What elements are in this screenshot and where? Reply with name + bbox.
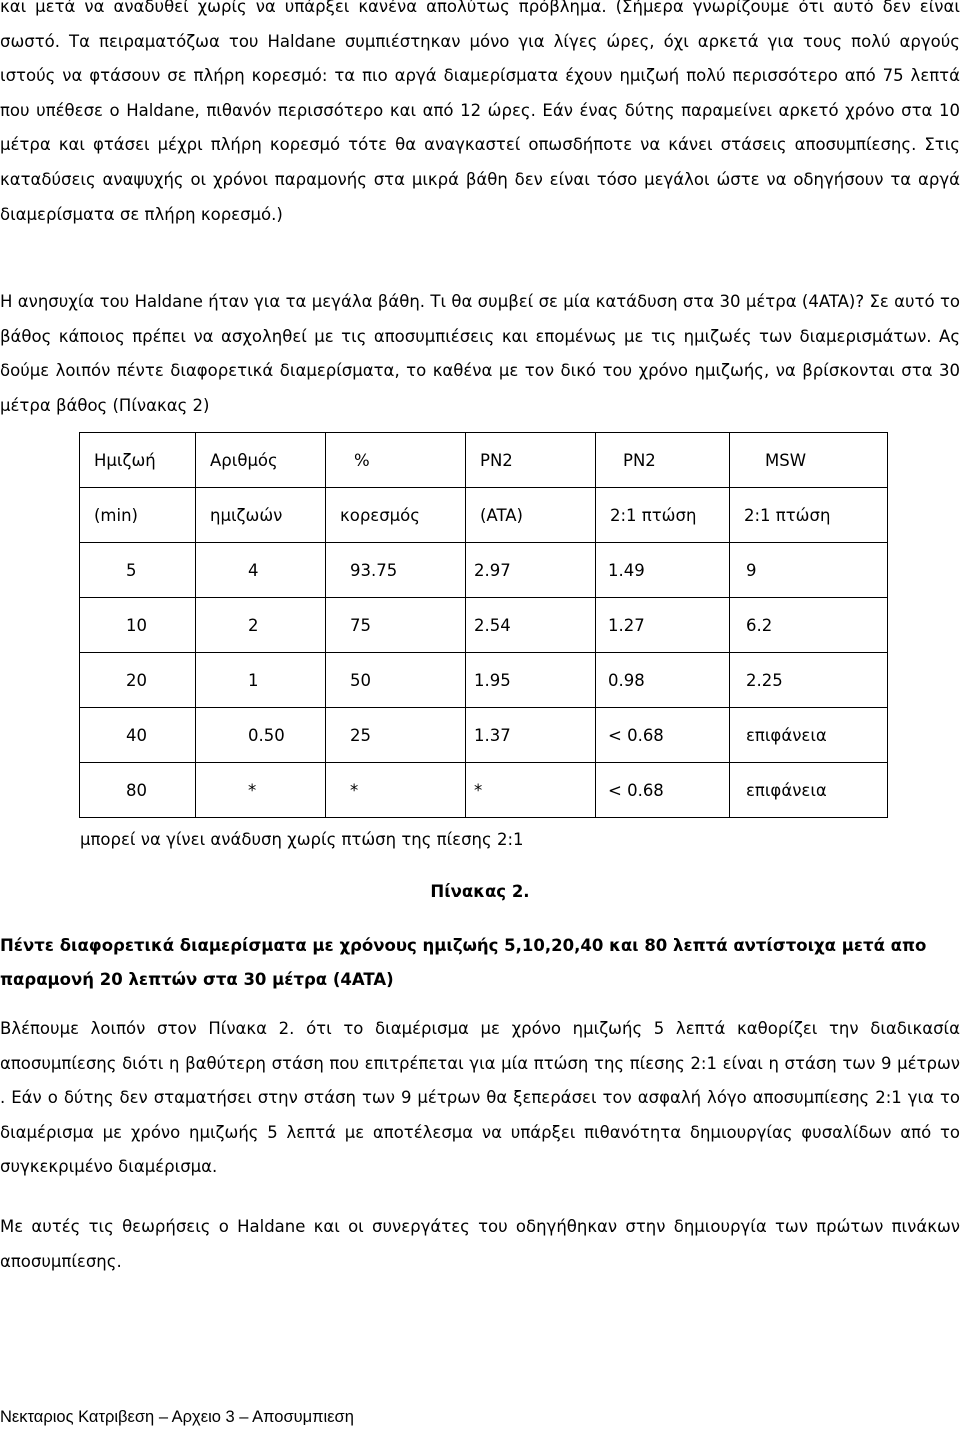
table-cell: 1.27 bbox=[596, 598, 730, 653]
header-pn2-ratio-unit: 2:1 πτώση bbox=[596, 488, 730, 543]
table-row bbox=[80, 598, 888, 653]
table-cell: 1.95 bbox=[466, 653, 596, 708]
table-cell: 93.75 bbox=[326, 543, 466, 598]
table-cell: 6.2 bbox=[730, 598, 888, 653]
table-cell: 2.97 bbox=[466, 543, 596, 598]
table-row bbox=[80, 708, 888, 763]
table-header-row bbox=[80, 488, 888, 543]
header-percent-unit: κορεσμός bbox=[326, 488, 466, 543]
header-half-time: Ημιζωή bbox=[80, 433, 196, 488]
header-msw-unit: 2:1 πτώση bbox=[730, 488, 888, 543]
table-cell: 80 bbox=[80, 763, 196, 818]
table-cell: 0.98 bbox=[596, 653, 730, 708]
table-cell: 2.54 bbox=[466, 598, 596, 653]
table-cell: 0.50 bbox=[196, 708, 326, 763]
table-cell: επιφάνεια bbox=[730, 708, 888, 763]
table-cell: < 0.68 bbox=[596, 708, 730, 763]
table-cell: 20 bbox=[80, 653, 196, 708]
table-cell: < 0.68 bbox=[596, 763, 730, 818]
table-footnote: μπορεί να γίνει ανάδυση χωρίς πτώση της πίεσης 2:1 bbox=[80, 830, 524, 849]
table-cell: 75 bbox=[326, 598, 466, 653]
paragraph-first-tables: Με αυτές τις θεωρήσεις ο Haldane και οι συνεργάτες του οδηγήθηκαν στην δημιουργία των πρώτων πινάκων αποσυμπίεσης. bbox=[0, 1217, 960, 1271]
table-header-row bbox=[80, 433, 888, 488]
page-footer: Νεκταριος Κατριβεση – Αρχειο 3 – Αποσυμπιεση bbox=[0, 1408, 354, 1426]
paragraph-haldane-saturation: και μετά να αναδυθεί χωρίς να υπάρξει κανένα απολύτως πρόβλημα. (Σήμερα γνωρίζουμε ότι αυτό δεν είναι σωστό. Τα πειραματόζωα του Haldane συμπιέστηκαν μόνο για λίγες ώρες, όχι αρκετά για τους πολύ αργούς ιστούς να φτάσουν σε πλήρη κορεσμό: τα πιο αργά διαμερίσματα έχουν ημιζωή πολύ περισσότερο από 75 λεπτά που υπέθεσε ο Haldane, πιθανόν περισσότερο και από 12 ώρες. Εάν ένας δύτης παραμείνει αρκετό χρόνο στα 10 μέτρα και φτάσει μέχρι πλήρη κορεσμό τότε θα αναγκαστεί οπωσδήποτε να κάνει στάσεις αποσυμπίεσης. Στις καταδύσεις αναψυχής οι χρόνοι παραμονής στα μικρά βάθη δεν είναι τόσο μεγάλοι ώστε να οδηγήσουν τα αργά διαμερίσματα σε πλήρη κορεσμό.) bbox=[0, 0, 960, 224]
header-pn2-unit: (ATA) bbox=[466, 488, 596, 543]
table-cell: * bbox=[326, 763, 466, 818]
header-count-unit: ημιζωών bbox=[196, 488, 326, 543]
table-cell: 10 bbox=[80, 598, 196, 653]
header-count: Αριθμός bbox=[196, 433, 326, 488]
table-cell: 25 bbox=[326, 708, 466, 763]
paragraph-five-minute-compartment: Βλέπουμε λοιπόν στον Πίνακα 2. ότι το διαμέρισμα με χρόνο ημιζωής 5 λεπτά καθορίζει την διαδικασία αποσυμπίεσης διότι η βαθύτερη στάση που επιτρέπεται για μία πτώση της πίεσης 2:1 είναι η στάση των 9 μέτρων . Εάν ο δύτης δεν σταματήσει στην στάση των 9 μέτρων θα ξεπεράσει τον ασφαλή λόγο αποσυμπίεσης 2:1 για το διαμέρισμα με χρόνο ημιζωής 5 λεπτά με αποτέλεσμα να υπάρξει πιθανότητα δημιουργίας φυσαλίδων από το συγκεκριμένο διαμέρισμα. bbox=[0, 1019, 960, 1177]
table-caption-title: Πίνακας 2. bbox=[430, 882, 530, 901]
header-msw: MSW bbox=[730, 433, 888, 488]
table-cell: * bbox=[196, 763, 326, 818]
table-cell: 1.37 bbox=[466, 708, 596, 763]
table-cell: 4 bbox=[196, 543, 326, 598]
table-cell: 2 bbox=[196, 598, 326, 653]
paragraph-deep-dive-concern: Η ανησυχία του Haldane ήταν για τα μεγάλα βάθη. Τι θα συμβεί σε μία κατάδυση στα 30 μέτρα (4ATA)? Σε αυτό το βάθος κάποιος πρέπει να ασχοληθεί με τις αποσυμπιέσεις και επομένως με τις ημιζωές των διαμερισμάτων. Ας δούμε λοιπόν πέντε διαφορετικά διαμερίσματα, το καθένα με τον δικό του χρόνο ημιζωής, να βρίσκονται στα 30 μέτρα βάθος (Πίνακας 2) bbox=[0, 292, 960, 415]
table-row bbox=[80, 543, 888, 598]
header-half-time-unit: (min) bbox=[80, 488, 196, 543]
table-cell: 50 bbox=[326, 653, 466, 708]
table-cell: 40 bbox=[80, 708, 196, 763]
table-row bbox=[80, 763, 888, 818]
table-caption-body: Πέντε διαφορετικά διαμερίσματα με χρόνους ημιζωής 5,10,20,40 και 80 λεπτά αντίστοιχα μετά απο παραμονή 20 λεπτών στα 30 μέτρα (4ATA) bbox=[0, 936, 927, 989]
table-cell: * bbox=[466, 763, 596, 818]
header-percent: % bbox=[326, 433, 466, 488]
table-cell: 5 bbox=[80, 543, 196, 598]
table-cell: 1 bbox=[196, 653, 326, 708]
table-row bbox=[80, 653, 888, 708]
table-cell: 9 bbox=[730, 543, 888, 598]
header-pn2-ratio: PN2 bbox=[596, 433, 730, 488]
table-cell: επιφάνεια bbox=[730, 763, 888, 818]
half-time-compartments-table bbox=[79, 432, 888, 818]
table-cell: 2.25 bbox=[730, 653, 888, 708]
table-cell: 1.49 bbox=[596, 543, 730, 598]
header-pn2: PN2 bbox=[466, 433, 596, 488]
